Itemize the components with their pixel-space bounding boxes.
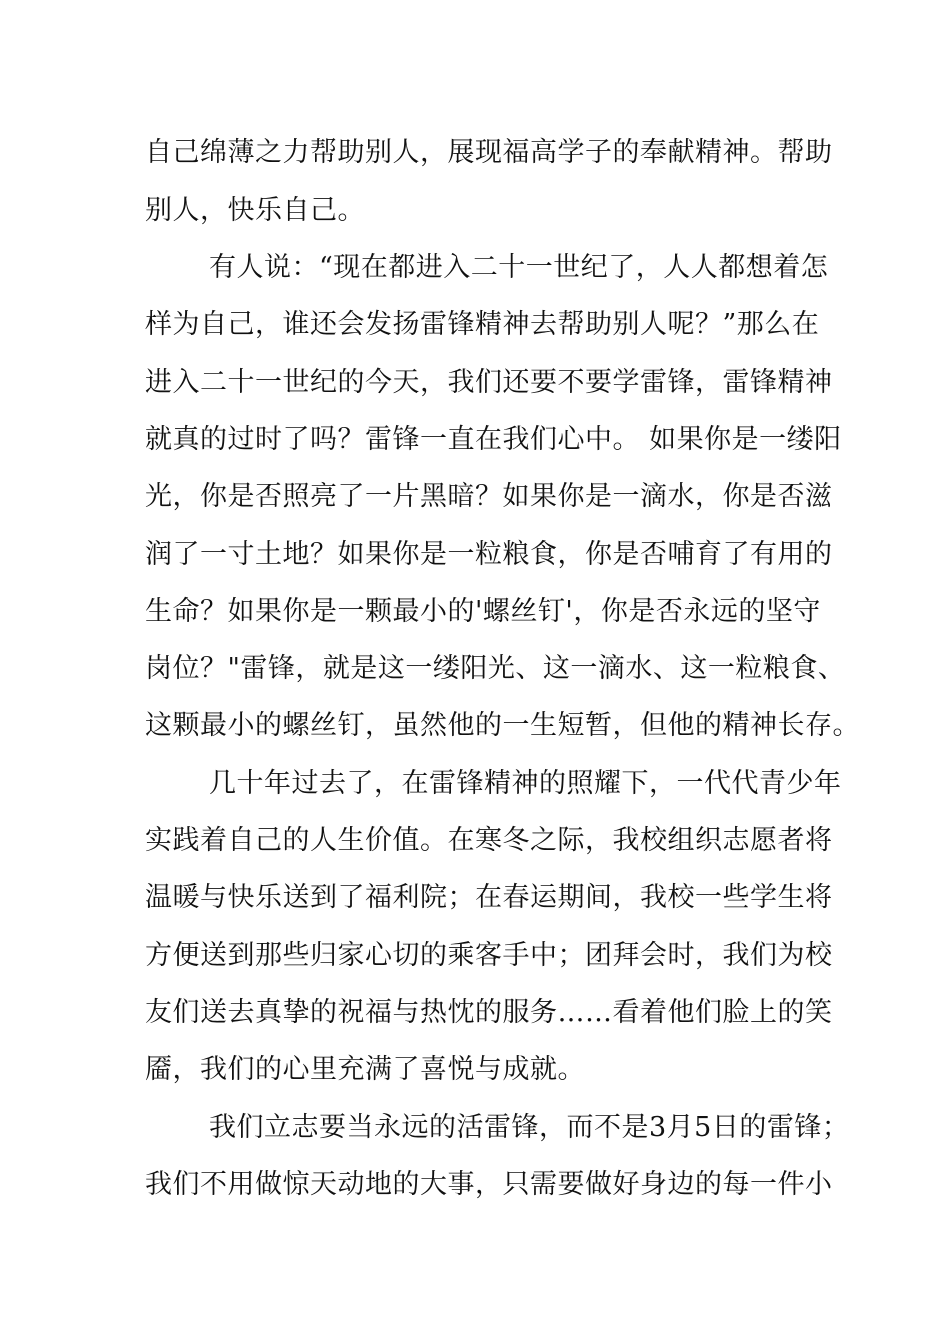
text-line: 温暖与快乐送到了福利院；在春运期间，我校一些学生将 — [145, 882, 833, 913]
text-line: 我们不用做惊天动地的大事，只需要做好身边的每一件小 — [145, 1169, 833, 1200]
text-line: 进入二十一世纪的今天，我们还要不要学雷锋，雷锋精神 — [145, 367, 833, 398]
text-line: 实践着自己的人生价值。在寒冬之际，我校组织志愿者将 — [145, 825, 833, 856]
text-line: 这颗最小的螺丝钉，虽然他的一生短暂，但他的精神长存。 — [145, 710, 860, 741]
text-line: 友们送去真挚的祝福与热忱的服务……看着他们脸上的笑 — [145, 997, 833, 1028]
text-line: 自己绵薄之力帮助别人，展现福高学子的奉献精神。帮助 — [145, 137, 833, 168]
text-line: 样为自己，谁还会发扬雷锋精神去帮助别人呢？”那么在 — [145, 309, 820, 340]
text-line: 别人，快乐自己。 — [145, 195, 365, 226]
text-line: 有人说：“现在都进入二十一世纪了，人人都想着怎 — [209, 252, 829, 283]
text-line: 几十年过去了，在雷锋精神的照耀下，一代代青少年 — [209, 768, 842, 799]
text-line: 润了一寸土地？如果你是一粒粮食，你是否哺育了有用的 — [145, 539, 833, 570]
text-line: 我们立志要当永远的活雷锋，而不是3月5日的雷锋； — [209, 1112, 850, 1143]
text-line: 生命？如果你是一颗最小的'螺丝钉'，你是否永远的坚守 — [145, 596, 821, 627]
text-line: 岗位？"雷锋，就是这一缕阳光、这一滴水、这一粒粮食、 — [145, 653, 846, 684]
text-line: 就真的过时了吗？雷锋一直在我们心中。 如果你是一缕阳 — [145, 424, 842, 455]
text-line: 方便送到那些归家心切的乘客手中；团拜会时，我们为校 — [145, 940, 833, 971]
text-line: 靥，我们的心里充满了喜悦与成就。 — [145, 1054, 585, 1085]
text-line: 光，你是否照亮了一片黑暗？如果你是一滴水，你是否滋 — [145, 481, 833, 512]
